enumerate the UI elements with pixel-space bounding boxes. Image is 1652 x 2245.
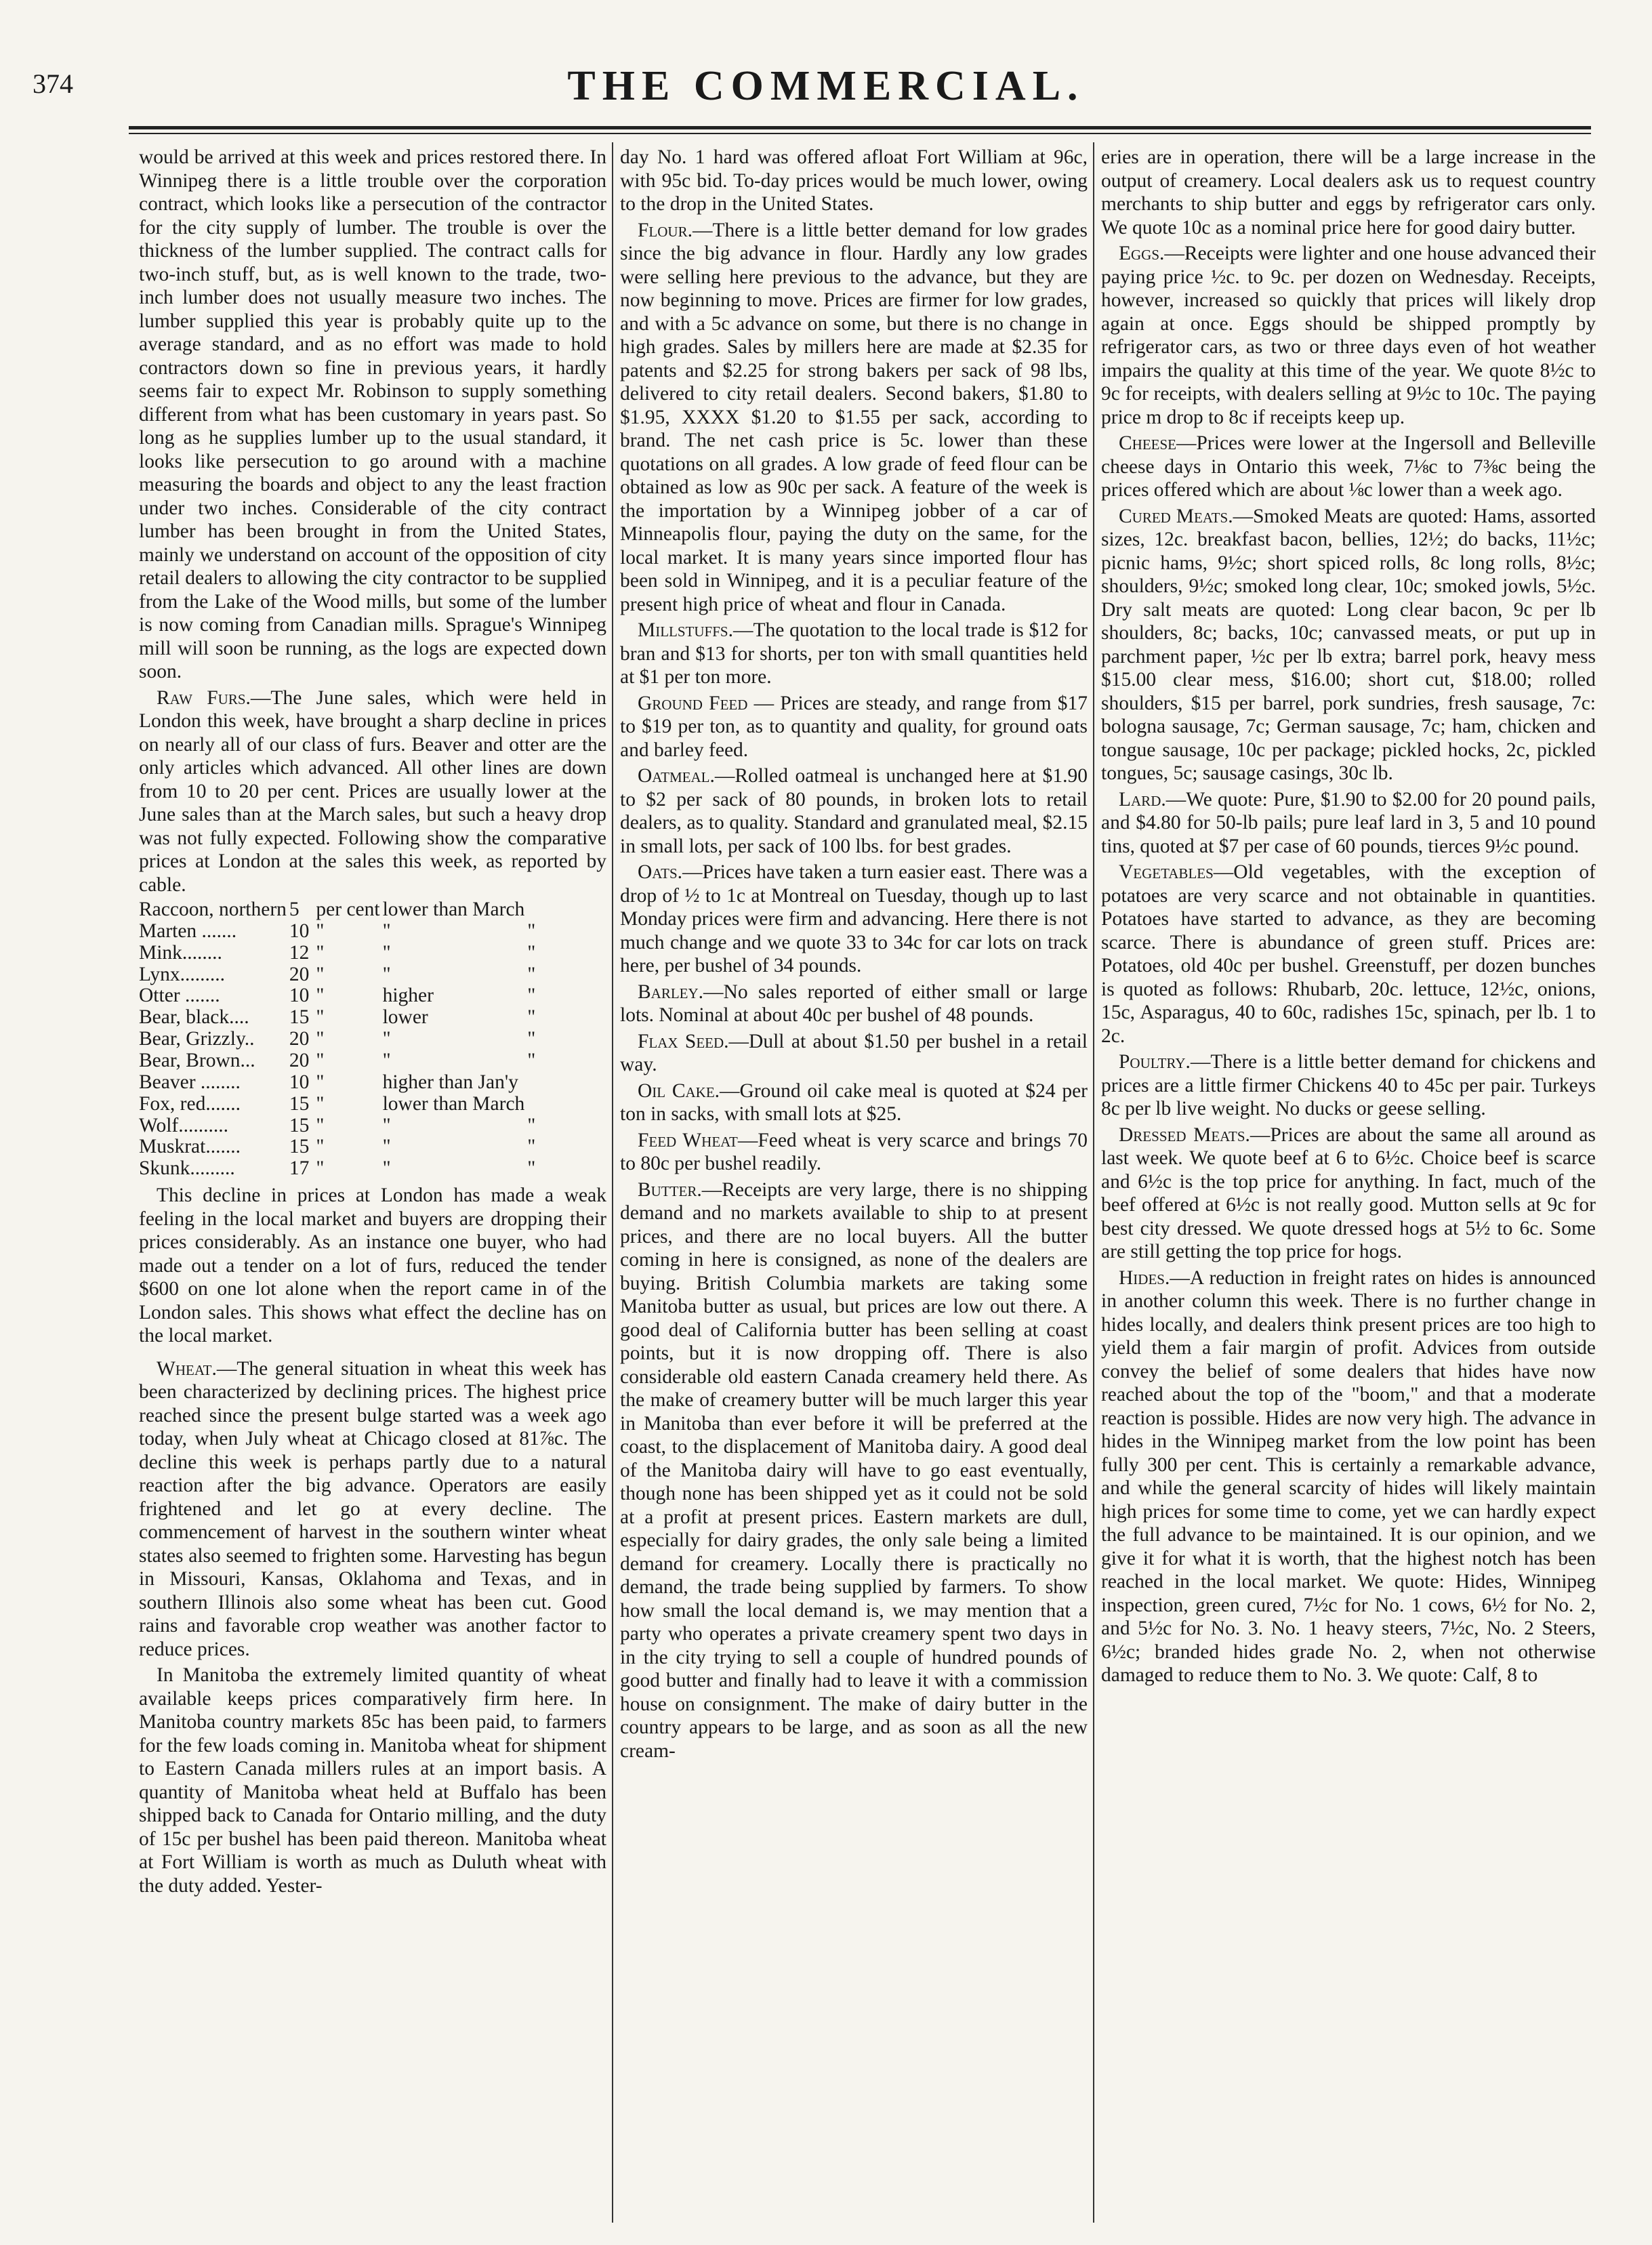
fur-table-cell: " bbox=[316, 1050, 325, 1072]
section-heading: Ground Feed bbox=[638, 692, 748, 714]
fur-table-cell: " bbox=[316, 1136, 325, 1158]
section-heading: Hides. bbox=[1119, 1266, 1170, 1289]
fur-table-cell: " bbox=[316, 1157, 325, 1180]
fur-table-cell: Marten ....... bbox=[139, 920, 237, 942]
fur-table-cell bbox=[527, 1094, 538, 1115]
fur-table-row bbox=[139, 1029, 538, 1050]
column-1 bbox=[139, 146, 606, 2219]
fur-table-cell: " bbox=[316, 941, 325, 964]
section-heading: Flax Seed. bbox=[638, 1030, 729, 1052]
page-header bbox=[0, 0, 1652, 136]
fur-table-cell: Muskrat....... bbox=[139, 1136, 241, 1158]
fur-table-cell: per cent bbox=[316, 899, 380, 920]
column-separator bbox=[612, 142, 613, 2223]
oats-paragraph: Oats.—Prices have taken a turn easier east. There was a drop of ½ to 1c at Montreal on Tuesday, though up to last Monday prices were firm and advancing. Here there is not much change and we quote 33 to 34c for car lots on track here, per bushel of 34 pounds. bbox=[620, 861, 1088, 976]
section-heading: Eggs. bbox=[1119, 243, 1165, 264]
fur-table-cell: 17 bbox=[289, 1157, 310, 1180]
fur-table-cell: 20 bbox=[289, 1050, 310, 1072]
fur-table-cell: 15 bbox=[289, 1114, 310, 1136]
column-3 bbox=[1101, 146, 1596, 2219]
oatmeal-paragraph: Oatmeal.—Rolled oatmeal is unchanged here at $1.90 to $2 per sack of 80 pounds, in broken lots to retail dealers, as to quality. Standard and granulated meal, $2.15 in small lots, per sack of 100 lbs. for best grades. bbox=[620, 765, 1088, 857]
section-heading: Oats. bbox=[638, 861, 683, 883]
flour-paragraph: Flour.—There is a little better demand for low grades since the big advance in flour. Hardly any low grades were selling here previous to the advance, but they are now beginning to move. Prices are firmer for low grades, and with a 5c advance on some, but there is no change in high grades. Sales by millers here are made at $2.35 for patents and $2.25 for strong bakers per sack of 98 lbs, delivered to city retail dealers. Second bakers, $1.80 to $1.95, XXXX $1.20 to $1.55 per sack, according to brand. The net cash price is 5c. lower than these quotations on all grades. A low grade of feed flour can be obtained as low as 90c per sack. A feature of the week is the importation by a Winnipeg jobber of a car of Minneapolis flour, paying the duty on the same, for the local market. It is many years since imported flour has been sold in Winnipeg, and it is a peculiar feature of the present high price of wheat and flour in Canada. bbox=[620, 219, 1088, 615]
column-2 bbox=[620, 146, 1088, 2219]
hides-paragraph: Hides.—A reduction in freight rates on hides is announced in another column this week. There is no further change in hides locally, and dealers think present prices are too high to yield them a fair margin of profit. Advices from outside convey the belief of some dealers that hides have now reached about the top of the "boom," and that a moderate reaction is possible. Hides are now very high. The advance in hides in the Winnipeg market from the low point has been fully 300 per cent. This is certainly a remarkable advance, and while the general scarcity of hides will likely maintain high prices for some time to come, yet we can hardly expect the full advance to be maintained. It is our opinion, and we give it for what it is worth, that the highest notch has been reached in the local market. We quote: Hides, Winnipeg inspection, green cured, 7½c for No. 1 cows, 6½ for No. 2, and 5½c for No. 3. No. 1 heavy steers, 7½c, No. 2 Steers, 6½c; branded hides grade No. 2, when not otherwise damaged to reduce them to No. 3. We quote: Calf, 8 to bbox=[1101, 1266, 1596, 1686]
cured-meats-paragraph: Cured Meats.—Smoked Meats are quoted: Hams, assorted sizes, 12c. breakfast bacon, bellies, 12½; do backs, 11½c; picnic hams, 9½c; short spiced rolls, 8c long rolls, 8½c; shoulders, 9½c; smoked long clear, 10c; smoked jowls, 5½c. Dry salt meats are quoted: Long clear bacon, 9c per lb shoulders, 8c; backs, 10c; canvassed meats, or put up in parchment paper, ½c per lb extra; barrel pork, heavy mess $15.00 clear mess, $16.00; short cut, $18.00; rolled shoulders, $15 per barrel, pork sundries, fresh sausage, 7c: bologna sausage, 7c; German sausage, 7c; ham, chicken and tongue sausage, 10c per package; pickled hocks, 2c, pickled tongues, 5c; sausage casings, 30c lb. bbox=[1101, 505, 1596, 784]
fur-table-cell: " bbox=[316, 1071, 325, 1093]
fur-table-cell: " bbox=[316, 1006, 325, 1029]
section-heading: Millstuffs. bbox=[638, 619, 733, 641]
fur-table-cell: " bbox=[527, 1028, 536, 1050]
fur-table-cell: lower than March bbox=[382, 1092, 525, 1115]
section-heading: Oatmeal. bbox=[638, 765, 715, 787]
butter-paragraph: Butter.—Receipts are very large, there is no shipping demand and no markets available to ship to at present prices, and there are no local buyers. All the butter coming in here is consigned, as none of the dealers are buying. British Columbia markets are taking some Manitoba butter as usual, but prices are low out there. A good deal of California butter has been selling at coast points, but it is now dropping off. There is also considerable old eastern Canada creamery held there. As the make of creamery butter will be much larger this year in Manitoba than ever before it will be preferred at the coast, to the displacement of Manitoba dairy. A good deal of the Manitoba dairy will have to go east eventually, though none has been shipped yet as it could not be sold at a profit at present prices. Eastern markets are dull, especially for dairy grades, the only sale being a limited demand for creamery. Locally there is practically no demand, the trade being supplied by farmers. To show how small the local demand is, we may mention that a party who operates a private creamery spent two days in in the city trying to sell a couple of hundred pounds of good butter and finally had to leave it with a commission house on consignment. The make of dairy butter in the country appears to be large, and as soon as all the new cream- bbox=[620, 1178, 1088, 1762]
butter-continued-paragraph: eries are in operation, there will be a large increase in the output of creamery. Local dealers ask us to request country merchants to ship butter and eggs by refrigerator cars only. We quote 10c as a nominal price here for good dairy butter. bbox=[1101, 146, 1596, 239]
section-heading: Dressed Meats. bbox=[1119, 1124, 1250, 1146]
fur-table-cell: " bbox=[527, 1050, 536, 1072]
fur-table-row bbox=[139, 1050, 538, 1072]
masthead: THE COMMERCIAL. bbox=[567, 63, 1085, 109]
eggs-paragraph: Eggs.—Receipts were lighter and one house advanced their paying price ½c. to 9c. per dozen on Wednesday. Receipts, however, increased so quickly that prices will likely drop again at once. Eggs should be shipped promptly by refrigerator cars, as two or three days even of hot weather impairs the quality at this time of the year. We quote 8½c to 9c for receipts, with dealers selling at 9½c to 10c. The paying price m drop to 8c if receipts keep up. bbox=[1101, 243, 1596, 428]
section-heading: Poultry. bbox=[1119, 1051, 1191, 1073]
fur-table-row bbox=[139, 921, 538, 943]
fur-table-cell: 15 bbox=[289, 1006, 310, 1029]
oil-cake-paragraph: Oil Cake.—Ground oil cake meal is quoted at $24 per ton in sacks, with small lots at $25. bbox=[620, 1079, 1088, 1125]
fur-table-cell: " bbox=[527, 941, 536, 964]
fur-table-cell: " bbox=[527, 1006, 536, 1029]
section-heading: Feed Wheat bbox=[638, 1129, 738, 1151]
fur-table-cell: " bbox=[316, 920, 325, 942]
fur-table-cell: Mink........ bbox=[139, 941, 222, 964]
fur-table-cell: " bbox=[382, 1114, 391, 1136]
feed-wheat-paragraph: Feed Wheat—Feed wheat is very scarce and brings 70 to 80c per bushel readily. bbox=[620, 1129, 1088, 1174]
fur-table-cell: 15 bbox=[289, 1092, 310, 1115]
section-heading: Lard. bbox=[1119, 788, 1166, 810]
dressed-meats-paragraph: Dressed Meats.—Prices are about the same all around as last week. We quote beef at 6 to 6½c. Choice beef is scarce and 6½c is the top price for anything. In fact, much of the beef offered at 6½c is not really good. Mutton sells at 9c for best city dressed. We quote dressed hogs at 5½ to 6c. Some are still getting the top price for hogs. bbox=[1101, 1124, 1596, 1262]
fur-table-cell: Bear, Brown... bbox=[139, 1050, 255, 1072]
fur-table-cell: Lynx......... bbox=[139, 963, 226, 985]
fur-table-cell: higher than Jan'y bbox=[382, 1071, 518, 1093]
fur-table-cell: 20 bbox=[289, 1028, 310, 1050]
column-separator bbox=[1093, 142, 1094, 2223]
fur-table-cell: " bbox=[527, 1114, 536, 1136]
fur-table-cell: higher bbox=[382, 985, 434, 1007]
lumber-paragraph: would be arrived at this week and prices restored there. In Winnipeg there is a little trouble over the corporation contract, which looks like a persecution of the contractor for the city supply of lumber. The trouble is over the thickness of the lumber supplied. The contract calls for two-inch stuff, but, as is well known to the trade, two-inch lumber does not usually measure two inches. The lumber supplied this year is probably quite up to the average standard, and as no effort was made to hold contractors down so fine in previous years, it hardly seems fair to expect Mr. Robinson to supply something different from what has been customary in years past. So long as he supplies lumber up to the usual standard, it looks like persecution to go around with a machine measuring the boards and object to any the least fraction under two inches. Considerable of the city contract lumber has been brought in from the United States, mainly we understand on account of the opposition of city retail dealers to allowing the city contractor to be supplied from the Lake of the Wood mills, but some of the lumber is now coming from Canadian mills. Sprague's Winnipeg mill will soon be running, as the logs are expected down soon. bbox=[139, 146, 606, 682]
fur-table-row bbox=[139, 1115, 538, 1137]
fur-table-cell: lower than March bbox=[382, 899, 525, 920]
fur-table-cell: " bbox=[527, 1136, 536, 1158]
fur-table-cell: " bbox=[527, 963, 536, 985]
raw-furs-paragraph: Raw Furs.—The June sales, which were held in London this week, have brought a sharp decline in prices on nearly all of our class of furs. Beaver and otter are the only articles which advanced. All other lines are down from 10 to 20 per cent. Prices are usually lower at the June sales than at the March sales, but such a heavy drop was not fully expected. Following show the comparative prices at London at the sales this week, as reported by cable. bbox=[139, 686, 606, 896]
wheat-continued-paragraph: day No. 1 hard was offered afloat Fort William at 96c, with 95c bid. To-day prices would be much lower, owing to the drop in the United States. bbox=[620, 146, 1088, 215]
flax-seed-paragraph: Flax Seed.—Dull at about $1.50 per bushel in a retail way. bbox=[620, 1030, 1088, 1075]
fur-table-cell: 10 bbox=[289, 920, 310, 942]
fur-table-cell: Raccoon, northern bbox=[139, 899, 287, 920]
decline-paragraph: This decline in prices at London has made a weak feeling in the local market and buyers are dropping their prices considerably. As an instance one buyer, who had made out a tender on a lot of furs, reduced the tender $600 on one lot alone when the report came in of the London sales. This shows what effect the decline has on the local market. bbox=[139, 1185, 606, 1347]
fur-table-cell: " bbox=[382, 920, 391, 942]
fur-table-cell: " bbox=[382, 941, 391, 964]
fur-table-row bbox=[139, 1072, 538, 1094]
fur-table-cell: 10 bbox=[289, 1071, 310, 1093]
ground-feed-paragraph: Ground Feed — Prices are steady, and range from $17 to $19 per ton, as to quantity and quality, for ground oats and barley feed. bbox=[620, 692, 1088, 761]
fur-table-cell: " bbox=[527, 985, 536, 1007]
section-heading: Wheat. bbox=[157, 1357, 217, 1380]
fur-table-cell: " bbox=[382, 1028, 391, 1050]
section-heading: Flour. bbox=[638, 219, 693, 241]
fur-table-row bbox=[139, 1007, 538, 1029]
fur-table-row bbox=[139, 1094, 538, 1115]
header-rule-thick bbox=[129, 126, 1591, 129]
fur-table-cell: Bear, Grizzly.. bbox=[139, 1028, 255, 1050]
fur-table-cell: " bbox=[527, 920, 536, 942]
fur-table-cell: " bbox=[316, 1114, 325, 1136]
header-rule-thin bbox=[129, 133, 1591, 134]
poultry-paragraph: Poultry.—There is a little better demand for chickens and prices are a little firmer Chickens 40 to 45c per pair. Turkeys 8c per lb live weight. No ducks or geese selling. bbox=[1101, 1051, 1596, 1119]
fur-table-cell: 5 bbox=[289, 899, 300, 920]
fur-price-table bbox=[139, 899, 538, 1180]
barley-paragraph: Barley.—No sales reported of either small or large lots. Nominal at about 40c per bushel of 48 pounds. bbox=[620, 981, 1088, 1026]
fur-table-cell: 20 bbox=[289, 963, 310, 985]
fur-table-cell: 15 bbox=[289, 1136, 310, 1158]
fur-table-row bbox=[139, 964, 538, 986]
fur-table-cell: " bbox=[316, 1092, 325, 1115]
fur-table-cell: " bbox=[382, 1136, 391, 1158]
fur-table-cell: " bbox=[316, 1028, 325, 1050]
cheese-paragraph: Cheese—Prices were lower at the Ingersoll and Belleville cheese days in Ontario this week, 7⅛c to 7⅜c being the prices offered which are about ⅛c lower than a week ago. bbox=[1101, 432, 1596, 501]
fur-table-cell: 12 bbox=[289, 941, 310, 964]
fur-table-cell: Wolf.......... bbox=[139, 1114, 229, 1136]
section-heading: Vegetables bbox=[1119, 861, 1214, 883]
fur-table-cell: lower bbox=[382, 1006, 428, 1029]
fur-table-cell: " bbox=[527, 1157, 536, 1180]
millstuffs-paragraph: Millstuffs.—The quotation to the local trade is $12 for bran and $13 for shorts, per ton with small quantities held at $1 per ton more. bbox=[620, 619, 1088, 688]
section-heading: Oil Cake. bbox=[638, 1079, 720, 1102]
fur-table-cell: Fox, red....... bbox=[139, 1092, 241, 1115]
fur-table-cell: 10 bbox=[289, 985, 310, 1007]
fur-table-cell bbox=[527, 1072, 538, 1094]
section-heading: Cheese bbox=[1119, 432, 1177, 454]
section-heading: Cured Meats. bbox=[1119, 505, 1233, 527]
fur-table-row bbox=[139, 985, 538, 1007]
fur-table-cell: " bbox=[316, 963, 325, 985]
fur-table-cell: Skunk......... bbox=[139, 1157, 235, 1180]
fur-table-cell: Bear, black.... bbox=[139, 1006, 249, 1029]
section-heading: Butter. bbox=[638, 1178, 702, 1201]
fur-table-cell: Beaver ........ bbox=[139, 1071, 241, 1093]
section-heading: Raw Furs. bbox=[157, 686, 251, 709]
fur-table-cell: " bbox=[316, 985, 325, 1007]
fur-table-row bbox=[139, 1158, 538, 1180]
fur-table-row bbox=[139, 1136, 538, 1158]
section-heading: Barley. bbox=[638, 981, 704, 1003]
fur-table-cell: " bbox=[382, 1157, 391, 1180]
fur-table-row bbox=[139, 899, 538, 921]
fur-table-row bbox=[139, 943, 538, 964]
fur-table-cell: Otter ....... bbox=[139, 985, 220, 1007]
fur-table-cell: " bbox=[382, 963, 391, 985]
vegetables-paragraph: Vegetables—Old vegetables, with the exception of potatoes are very scarce and not obtainable in quantities. Potatoes have started to advance, as they are becoming scarce. There is abundance of green stuff. Prices are: Potatoes, old 40c per bushel. Greenstuff, per dozen bunches is quoted as follows: Rhubarb, 20c. lettuce, 12½c, onions, 15c, Asparagus, 40 to 60c, radishes 15c, spinach, per lb. 1 to 2c. bbox=[1101, 861, 1596, 1047]
lard-paragraph: Lard.—We quote: Pure, $1.90 to $2.00 for 20 pound pails, and $4.80 for 50-lb pails; pure leaf lard in 3, 5 and 10 pound tins, quoted at $7 per case of 60 pounds, tierces 9½c pound. bbox=[1101, 788, 1596, 857]
manitoba-wheat-paragraph: In Manitoba the extremely limited quantity of wheat available keeps prices comparatively firm here. In Manitoba country markets 85c has been paid, to farmers for the few loads coming in. Manitoba wheat for shipment to Eastern Canada millers rules at an import basis. A quantity of Manitoba wheat held at Buffalo has been shipped back to Canada for Ontario milling, and the duty of 15c per bushel has been paid thereon. Manitoba wheat at Fort William is worth as much as Duluth wheat with the duty added. Yester- bbox=[139, 1664, 606, 1897]
page-number: 374 bbox=[33, 68, 73, 99]
wheat-paragraph: Wheat.—The general situation in wheat this week has been characterized by declining prices. The highest price reached since the present bulge started was a week ago today, when July wheat at Chicago closed at 81⅞c. The decline this week is perhaps partly due to a natural reaction after the big advance. Operators are easily frightened and let go at every decline. The commencement of harvest in the southern winter wheat states also seemed to frighten some. Harvesting has begun in Missouri, Kansas, Oklahoma and Texas, and in southern Illinois also some wheat has been cut. Good rains and favorable crop weather was another factor to reduce prices. bbox=[139, 1357, 606, 1660]
fur-table-cell: " bbox=[382, 1050, 391, 1072]
